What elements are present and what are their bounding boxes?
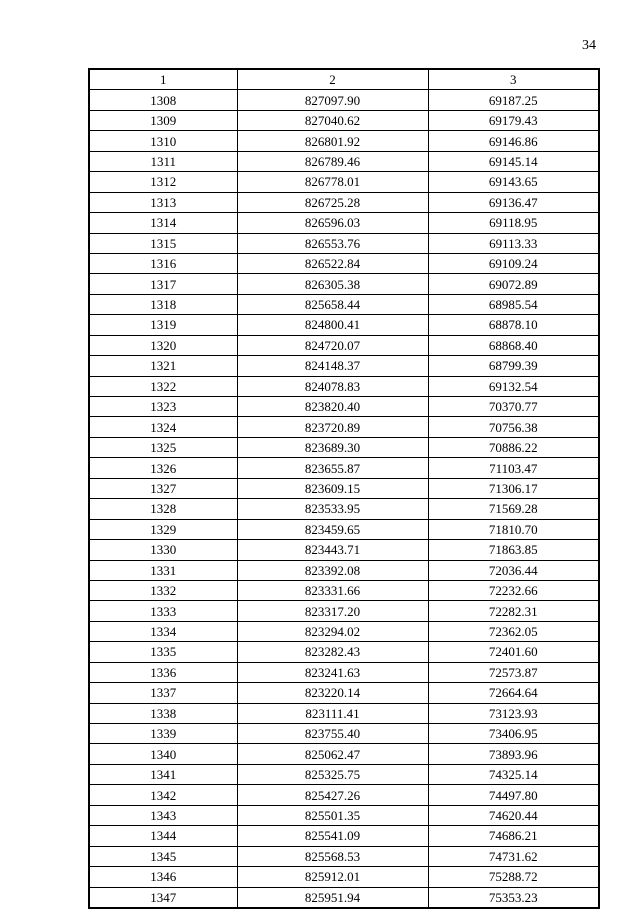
table-row [89, 560, 599, 580]
x-coordinate-cell: 823111.41 [237, 703, 428, 723]
x-coordinate-cell: 823689.30 [237, 437, 428, 457]
x-coordinate-cell: 823220.14 [237, 683, 428, 703]
y-coordinate-cell: 71569.28 [428, 499, 599, 519]
x-coordinate-cell: 823755.40 [237, 724, 428, 744]
point-number-cell: 1328 [89, 499, 237, 519]
y-coordinate-cell: 69113.33 [428, 233, 599, 253]
x-coordinate-cell: 827097.90 [237, 90, 428, 110]
y-coordinate-cell: 69109.24 [428, 253, 599, 273]
table-row [89, 110, 599, 130]
x-coordinate-cell: 824720.07 [237, 335, 428, 355]
point-number-cell: 1321 [89, 356, 237, 376]
x-coordinate-cell: 826553.76 [237, 233, 428, 253]
x-coordinate-cell: 826305.38 [237, 274, 428, 294]
y-coordinate-cell: 70756.38 [428, 417, 599, 437]
y-coordinate-cell: 74620.44 [428, 805, 599, 825]
x-coordinate-cell: 823459.65 [237, 519, 428, 539]
y-coordinate-cell: 68799.39 [428, 356, 599, 376]
column-header-2: 2 [237, 69, 428, 90]
coordinates-table [88, 68, 600, 909]
column-header-1: 1 [89, 69, 237, 90]
y-coordinate-cell: 73123.93 [428, 703, 599, 723]
table-row [89, 356, 599, 376]
y-coordinate-cell: 68985.54 [428, 294, 599, 314]
y-coordinate-cell: 72036.44 [428, 560, 599, 580]
x-coordinate-cell: 823533.95 [237, 499, 428, 519]
column-header-3: 3 [428, 69, 599, 90]
x-coordinate-cell: 823443.71 [237, 540, 428, 560]
x-coordinate-cell: 825658.44 [237, 294, 428, 314]
point-number-cell: 1326 [89, 458, 237, 478]
point-number-cell: 1319 [89, 315, 237, 335]
table-row [89, 540, 599, 560]
point-number-cell: 1330 [89, 540, 237, 560]
point-number-cell: 1312 [89, 172, 237, 192]
table-row [89, 683, 599, 703]
point-number-cell: 1325 [89, 437, 237, 457]
y-coordinate-cell: 69145.14 [428, 151, 599, 171]
y-coordinate-cell: 72401.60 [428, 642, 599, 662]
y-coordinate-cell: 72282.31 [428, 601, 599, 621]
table-row [89, 151, 599, 171]
table-row [89, 192, 599, 212]
point-number-cell: 1345 [89, 846, 237, 866]
point-number-cell: 1320 [89, 335, 237, 355]
y-coordinate-cell: 74686.21 [428, 826, 599, 846]
table-row [89, 867, 599, 887]
y-coordinate-cell: 69143.65 [428, 172, 599, 192]
point-number-cell: 1315 [89, 233, 237, 253]
y-coordinate-cell: 69136.47 [428, 192, 599, 212]
point-number-cell: 1308 [89, 90, 237, 110]
table-row [89, 90, 599, 110]
point-number-cell: 1336 [89, 662, 237, 682]
x-coordinate-cell: 825325.75 [237, 764, 428, 784]
point-number-cell: 1334 [89, 621, 237, 641]
table-row [89, 274, 599, 294]
point-number-cell: 1313 [89, 192, 237, 212]
y-coordinate-cell: 71810.70 [428, 519, 599, 539]
x-coordinate-cell: 826725.28 [237, 192, 428, 212]
y-coordinate-cell: 70886.22 [428, 437, 599, 457]
table-row [89, 253, 599, 273]
point-number-cell: 1339 [89, 724, 237, 744]
y-coordinate-cell: 69187.25 [428, 90, 599, 110]
x-coordinate-cell: 823294.02 [237, 621, 428, 641]
table-row [89, 499, 599, 519]
point-number-cell: 1318 [89, 294, 237, 314]
x-coordinate-cell: 824800.41 [237, 315, 428, 335]
point-number-cell: 1338 [89, 703, 237, 723]
y-coordinate-cell: 69132.54 [428, 376, 599, 396]
x-coordinate-cell: 823655.87 [237, 458, 428, 478]
table-row [89, 437, 599, 457]
table-header-row [89, 69, 599, 90]
point-number-cell: 1309 [89, 110, 237, 130]
point-number-cell: 1314 [89, 213, 237, 233]
x-coordinate-cell: 825062.47 [237, 744, 428, 764]
x-coordinate-cell: 827040.62 [237, 110, 428, 130]
table-row [89, 417, 599, 437]
page-number: 34 [582, 38, 596, 53]
y-coordinate-cell: 71103.47 [428, 458, 599, 478]
point-number-cell: 1333 [89, 601, 237, 621]
table-row [89, 724, 599, 744]
y-coordinate-cell: 70370.77 [428, 397, 599, 417]
x-coordinate-cell: 825427.26 [237, 785, 428, 805]
table-row [89, 172, 599, 192]
point-number-cell: 1317 [89, 274, 237, 294]
y-coordinate-cell: 75353.23 [428, 887, 599, 908]
table-row [89, 846, 599, 866]
point-number-cell: 1332 [89, 580, 237, 600]
point-number-cell: 1322 [89, 376, 237, 396]
table-row [89, 642, 599, 662]
y-coordinate-cell: 69072.89 [428, 274, 599, 294]
table-row [89, 744, 599, 764]
point-number-cell: 1335 [89, 642, 237, 662]
point-number-cell: 1327 [89, 478, 237, 498]
x-coordinate-cell: 826778.01 [237, 172, 428, 192]
y-coordinate-cell: 69118.95 [428, 213, 599, 233]
table-row [89, 764, 599, 784]
y-coordinate-cell: 74497.80 [428, 785, 599, 805]
point-number-cell: 1329 [89, 519, 237, 539]
x-coordinate-cell: 823820.40 [237, 397, 428, 417]
point-number-cell: 1316 [89, 253, 237, 273]
x-coordinate-cell: 823241.63 [237, 662, 428, 682]
x-coordinate-cell: 823609.15 [237, 478, 428, 498]
y-coordinate-cell: 68868.40 [428, 335, 599, 355]
table-row [89, 397, 599, 417]
y-coordinate-cell: 69146.86 [428, 131, 599, 151]
point-number-cell: 1346 [89, 867, 237, 887]
x-coordinate-cell: 826522.84 [237, 253, 428, 273]
table-row [89, 826, 599, 846]
x-coordinate-cell: 823317.20 [237, 601, 428, 621]
x-coordinate-cell: 824078.83 [237, 376, 428, 396]
table-row [89, 233, 599, 253]
y-coordinate-cell: 72664.64 [428, 683, 599, 703]
x-coordinate-cell: 826801.92 [237, 131, 428, 151]
point-number-cell: 1343 [89, 805, 237, 825]
table-row [89, 458, 599, 478]
point-number-cell: 1342 [89, 785, 237, 805]
y-coordinate-cell: 72573.87 [428, 662, 599, 682]
table-row [89, 213, 599, 233]
x-coordinate-cell: 826789.46 [237, 151, 428, 171]
y-coordinate-cell: 74731.62 [428, 846, 599, 866]
table-row [89, 376, 599, 396]
x-coordinate-cell: 823331.66 [237, 580, 428, 600]
point-number-cell: 1323 [89, 397, 237, 417]
x-coordinate-cell: 826596.03 [237, 213, 428, 233]
x-coordinate-cell: 825912.01 [237, 867, 428, 887]
x-coordinate-cell: 823282.43 [237, 642, 428, 662]
table-row [89, 805, 599, 825]
y-coordinate-cell: 75288.72 [428, 867, 599, 887]
y-coordinate-cell: 72362.05 [428, 621, 599, 641]
table-row [89, 580, 599, 600]
table-row [89, 478, 599, 498]
point-number-cell: 1341 [89, 764, 237, 784]
table-row [89, 621, 599, 641]
y-coordinate-cell: 74325.14 [428, 764, 599, 784]
point-number-cell: 1324 [89, 417, 237, 437]
x-coordinate-cell: 825568.53 [237, 846, 428, 866]
y-coordinate-cell: 73893.96 [428, 744, 599, 764]
table-row [89, 601, 599, 621]
point-number-cell: 1347 [89, 887, 237, 908]
table-row [89, 335, 599, 355]
table-row [89, 785, 599, 805]
table-row [89, 519, 599, 539]
point-number-cell: 1344 [89, 826, 237, 846]
table-row [89, 294, 599, 314]
table-row [89, 703, 599, 723]
point-number-cell: 1331 [89, 560, 237, 580]
y-coordinate-cell: 69179.43 [428, 110, 599, 130]
point-number-cell: 1311 [89, 151, 237, 171]
point-number-cell: 1337 [89, 683, 237, 703]
y-coordinate-cell: 72232.66 [428, 580, 599, 600]
y-coordinate-cell: 71306.17 [428, 478, 599, 498]
point-number-cell: 1340 [89, 744, 237, 764]
x-coordinate-cell: 823392.08 [237, 560, 428, 580]
table-row [89, 662, 599, 682]
point-number-cell: 1310 [89, 131, 237, 151]
table-row [89, 315, 599, 335]
y-coordinate-cell: 71863.85 [428, 540, 599, 560]
y-coordinate-cell: 73406.95 [428, 724, 599, 744]
x-coordinate-cell: 824148.37 [237, 356, 428, 376]
x-coordinate-cell: 825541.09 [237, 826, 428, 846]
x-coordinate-cell: 825501.35 [237, 805, 428, 825]
x-coordinate-cell: 825951.94 [237, 887, 428, 908]
y-coordinate-cell: 68878.10 [428, 315, 599, 335]
table-row [89, 131, 599, 151]
table-body [89, 90, 599, 908]
x-coordinate-cell: 823720.89 [237, 417, 428, 437]
